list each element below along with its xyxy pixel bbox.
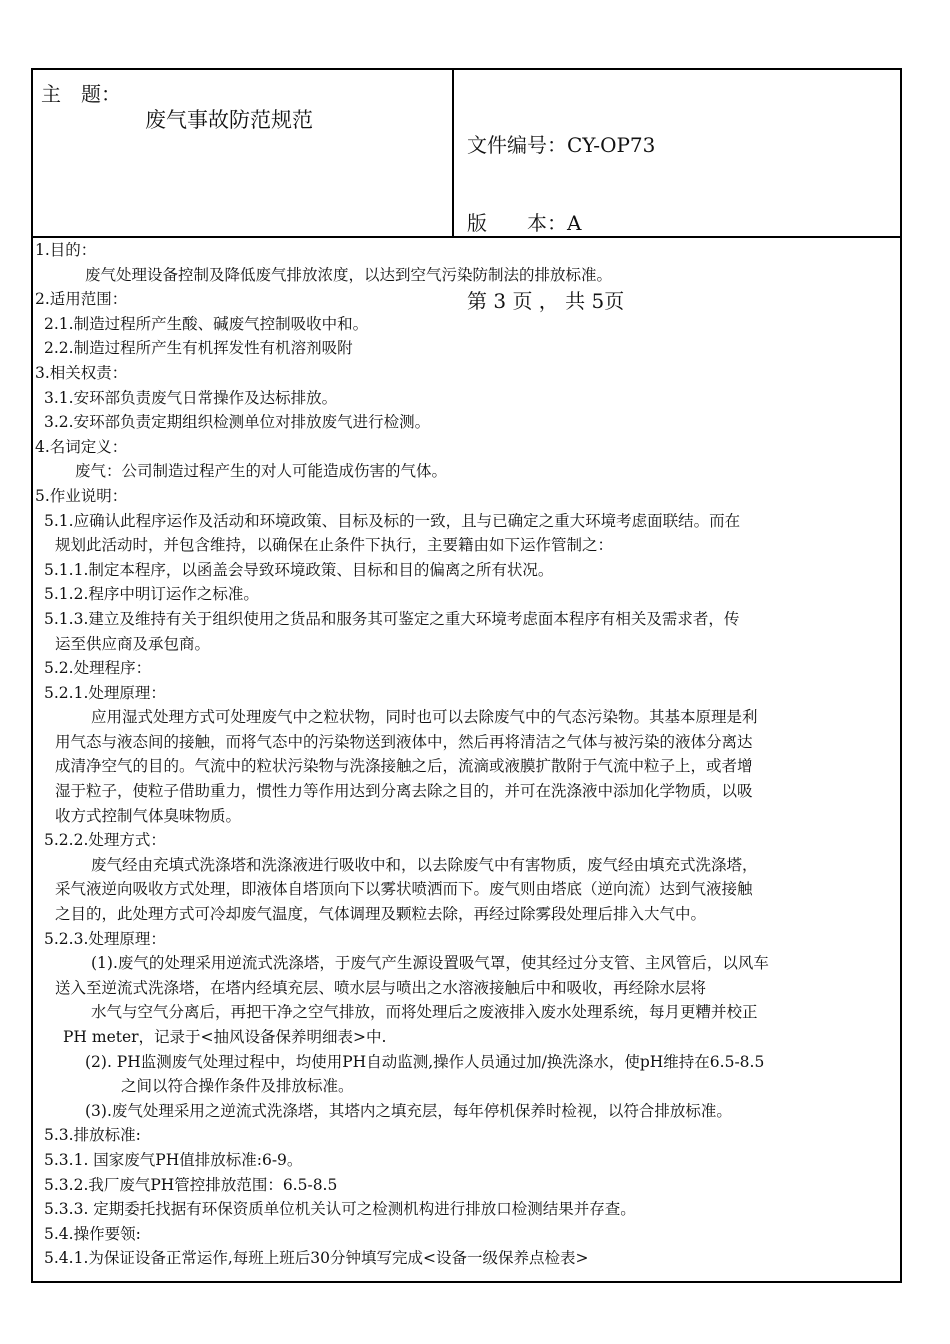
paragraph-line: 湿于粒子，使粒子借助重力，惯性力等作用达到分离去除之目的，并可在洗涤液中添加化学物质，以吸 <box>55 782 753 801</box>
list-item: 3.2.安环部负责定期组织检测单位对排放废气进行检测。 <box>44 413 431 432</box>
document-body <box>33 238 900 1271</box>
subject-label: 主 题： <box>41 82 121 106</box>
paragraph-line: 废气经由充填式洗涤塔和洗涤液进行吸收中和，以去除废气中有害物质，废气经由填充式洗涤塔， <box>91 855 758 874</box>
subject-block <box>41 80 313 132</box>
list-item: 5.2.3.处理原理： <box>44 929 166 948</box>
doc-number: 文件编号：CY-OP73 <box>467 133 656 157</box>
list-item: 2.1.制造过程所产生酸、碱废气控制吸收中和。 <box>44 314 369 333</box>
page-info: 第 3 页 ， 共 5页 <box>467 289 625 313</box>
paragraph-line: 之间以符合操作条件及排放标准。 <box>121 1077 354 1096</box>
list-item: 5.2.2.处理方式： <box>44 831 166 850</box>
list-item: 5.1.应确认此程序运作及活动和环境政策、目标及标的一致，且与已确定之重大环境考虑面联结。而在 <box>44 511 741 530</box>
paragraph-line: 运至供应商及承包商。 <box>55 634 211 653</box>
paragraph-line: 送入至逆流式洗涤塔，在塔内经填充层、喷水层与喷出之水溶液接触后中和吸收，再经除水层将 <box>55 978 707 997</box>
list-item: 5.4.1.为保证设备正常运作,每班上班后30分钟填写完成<设备一级保养点检表> <box>44 1249 589 1268</box>
section-heading: 1.目的： <box>35 241 97 259</box>
list-item: 5.4.操作要领: <box>44 1224 141 1243</box>
section-heading: 4.名词定义： <box>35 437 128 456</box>
paragraph-line: (3).废气处理采用之逆流式洗涤塔，其塔内之填充层，每年停机保养时检视，以符合排放标准。 <box>85 1101 732 1120</box>
paragraph-line: 废气处理设备控制及降低废气排放浓度，以达到空气污染防制法的排放标准。 <box>85 265 613 284</box>
doc-version: 版 本：A <box>467 211 582 235</box>
list-item: 5.3.3. 定期委托找据有环保资质单位机关认可之检测机构进行排放口检测结果并存查。 <box>44 1200 636 1219</box>
section-heading: 5.作业说明： <box>35 486 128 505</box>
paragraph-line: 废气：公司制造过程产生的对人可能造成伤害的气体。 <box>75 462 448 481</box>
list-item: 5.2.处理程序： <box>44 659 152 678</box>
paragraph-line: 规划此活动时，并包含维持，以确保在止条件下执行，主要籍由如下运作管制之： <box>55 536 614 555</box>
paragraph-line: PH meter，记录于<抽风设备保养明细表>中. <box>63 1028 387 1046</box>
paragraph-line: (1).废气的处理采用逆流式洗涤塔，于废气产生源设置吸气罩，使其经过分支管、主风管后，以风车 <box>91 954 769 973</box>
paragraph-line: 之目的，此处理方式可冷却废气温度，气体调理及颗粒去除，再经过除雾段处理后排入大气中。 <box>55 905 707 924</box>
list-item: 5.3.排放标准: <box>44 1126 141 1145</box>
paragraph-line: 成清净空气的目的。气流中的粒状污染物与洗涤接触之后，流滴或液膜扩散附于气流中粒子上，或者增 <box>55 757 753 776</box>
paragraph-line: 用气态与液态间的接触，而将气态中的污染物送到液体中，然后再将清洁之气体与被污染的液体分离达 <box>55 732 753 751</box>
list-item: 5.2.1.处理原理： <box>44 683 166 702</box>
section-heading: 2.适用范围： <box>35 290 128 309</box>
paragraph-line: 应用湿式处理方式可处理废气中之粒状物，同时也可以去除废气中的气态污染物。其基本原理是利 <box>91 708 758 727</box>
list-item: 5.3.1. 国家废气PH值排放标准:6-9。 <box>44 1150 303 1169</box>
paragraph-line: (2). PH监测废气处理过程中，均使用PH自动监测,操作人员通过加/换洗涤水，使pH维持在6.5-8.5 <box>85 1052 765 1071</box>
document-frame <box>31 68 902 1283</box>
list-item: 5.1.2.程序中明订运作之标准。 <box>44 585 259 604</box>
list-item: 5.1.1.制定本程序，以函盖会导致环境政策、目标和目的偏离之所有状况。 <box>44 560 554 579</box>
paragraph-line: 水气与空气分离后，再把干净之空气排放，而将处理后之废液排入废水处理系统，每月更糟并校正 <box>91 1003 758 1022</box>
subject-title: 废气事故防范规范 <box>145 108 313 132</box>
section-heading: 3.相关权责： <box>35 363 128 382</box>
header-divider <box>452 70 454 236</box>
list-item: 3.1.安环部负责废气日常操作及达标排放。 <box>44 388 338 407</box>
list-item: 5.1.3.建立及维持有关于组织使用之货品和服务其可鉴定之重大环境考虑面本程序有相关及需求者，传 <box>44 609 740 628</box>
paragraph-line: 采气液逆向吸收方式处理，即液体自塔顶向下以雾状喷洒而下。废气则由塔底（逆向流）达到气液接触 <box>55 880 753 899</box>
list-item: 5.3.2.我厂废气PH管控排放范围：6.5-8.5 <box>44 1175 338 1194</box>
paragraph-line: 收方式控制气体臭味物质。 <box>55 806 242 825</box>
list-item: 2.2.制造过程所产生有机挥发性有机溶剂吸附 <box>44 339 353 358</box>
